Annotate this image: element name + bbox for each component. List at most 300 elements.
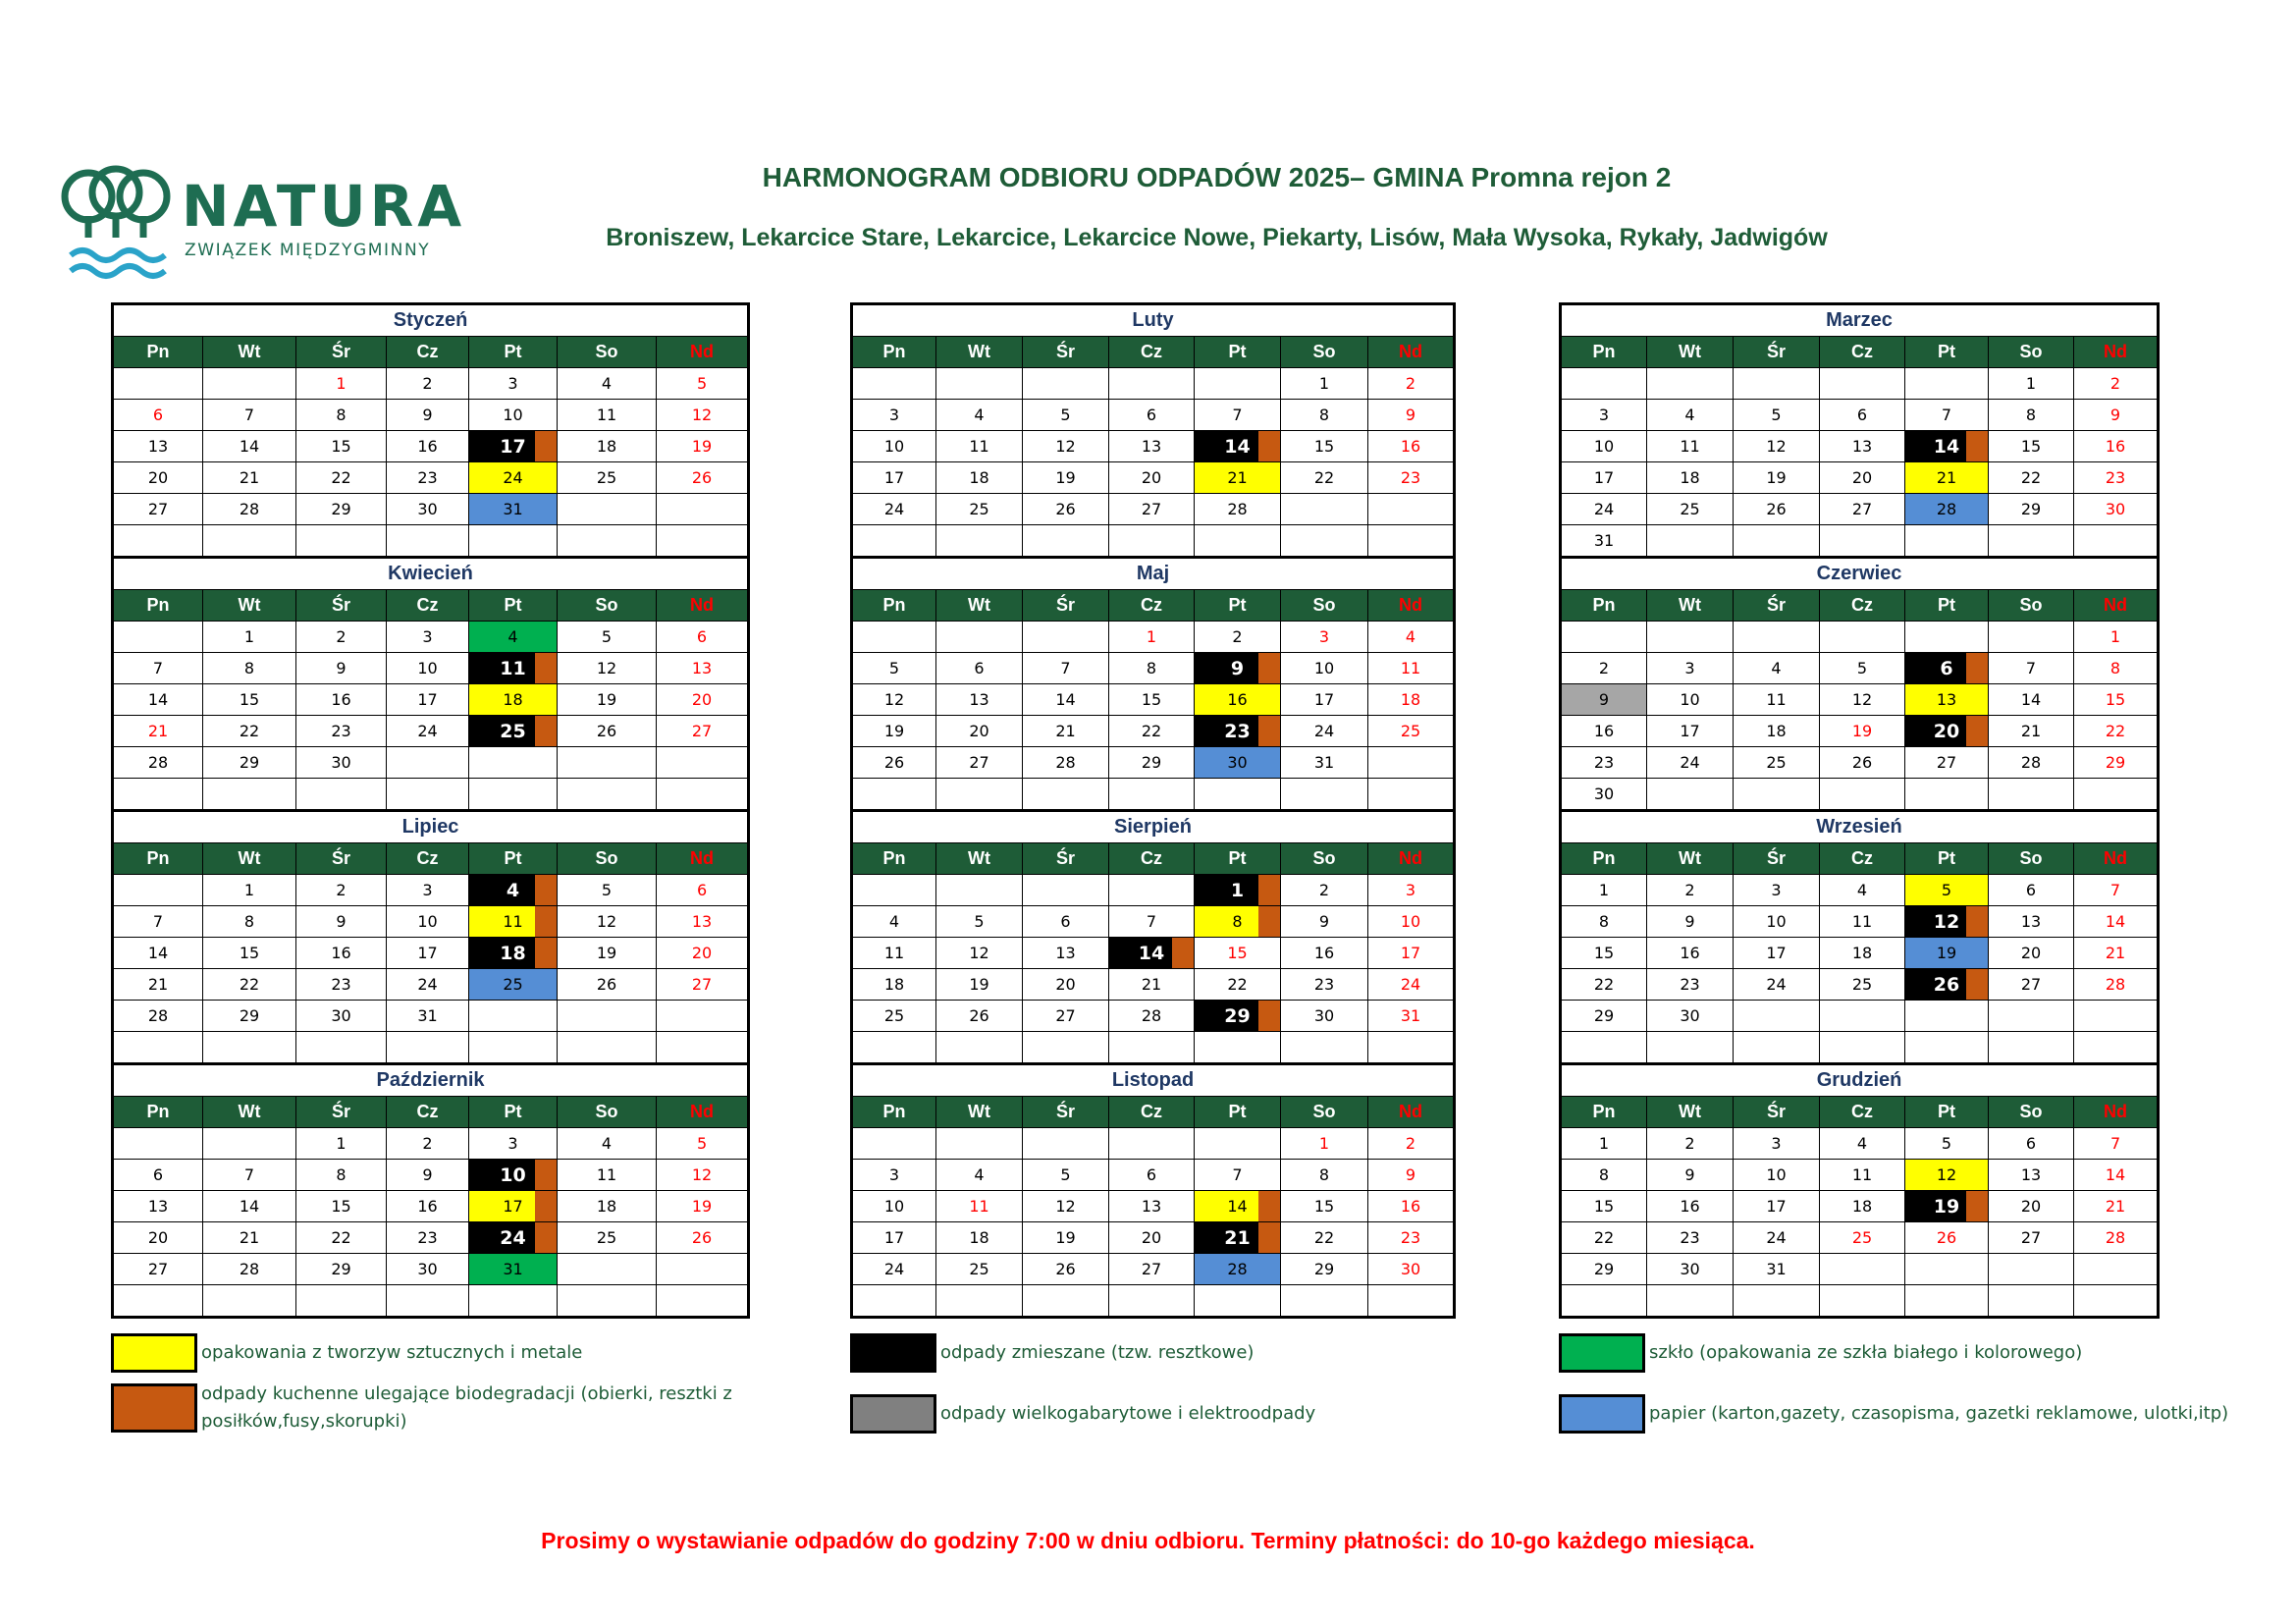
- day-cell: 8: [1989, 400, 2074, 431]
- day-cell: 14: [1023, 684, 1109, 716]
- empty-cell: [936, 1128, 1023, 1160]
- empty-cell: [113, 779, 203, 811]
- day-cell: 3: [852, 1160, 936, 1191]
- empty-cell: [387, 1032, 469, 1064]
- day-cell: 5: [657, 1128, 749, 1160]
- weekday-header: So: [1989, 843, 2074, 875]
- day-cell: 20: [657, 684, 749, 716]
- day-cell: 28: [1195, 1254, 1281, 1285]
- day-cell: 1: [203, 622, 296, 653]
- empty-cell: [657, 1032, 749, 1064]
- empty-cell: [1109, 779, 1195, 811]
- empty-cell: [203, 1032, 296, 1064]
- empty-cell: [469, 747, 558, 779]
- empty-cell: [1368, 494, 1455, 525]
- day-cell: 17: [1734, 938, 1820, 969]
- day-cell: 23: [296, 969, 387, 1001]
- day-cell: 19: [657, 1191, 749, 1222]
- day-cell: 31: [1561, 525, 1647, 558]
- day-cell: 10: [1281, 653, 1368, 684]
- day-cell: 30: [1195, 747, 1281, 779]
- day-cell: 9: [387, 1160, 469, 1191]
- day-cell: 29: [203, 747, 296, 779]
- empty-cell: [203, 1128, 296, 1160]
- day-cell: 18: [936, 1222, 1023, 1254]
- day-cell: 22: [203, 716, 296, 747]
- day-cell: 18: [1820, 1191, 1905, 1222]
- day-cell: 16: [1561, 716, 1647, 747]
- empty-cell: [203, 1285, 296, 1318]
- day-cell: 26: [852, 747, 936, 779]
- day-cell: 6: [113, 1160, 203, 1191]
- empty-cell: [1023, 368, 1109, 400]
- day-cell: 14: [203, 431, 296, 462]
- day-cell: 13: [657, 653, 749, 684]
- empty-cell: [113, 1128, 203, 1160]
- day-cell: 17: [852, 1222, 936, 1254]
- weekday-header: Pn: [1561, 843, 1647, 875]
- day-cell: 2: [387, 368, 469, 400]
- day-cell: 28: [113, 1001, 203, 1032]
- day-cell: 20: [1109, 1222, 1195, 1254]
- empty-cell: [387, 525, 469, 558]
- month-name: Marzec: [1561, 304, 2159, 337]
- weekday-header: Wt: [1647, 1097, 1734, 1128]
- day-cell: 30: [387, 494, 469, 525]
- weekday-header: Pn: [113, 590, 203, 622]
- empty-cell: [657, 747, 749, 779]
- empty-cell: [2074, 1001, 2159, 1032]
- day-cell: 20: [113, 1222, 203, 1254]
- weekday-header: Pn: [1561, 1097, 1647, 1128]
- day-cell: 24: [387, 969, 469, 1001]
- empty-cell: [852, 1032, 936, 1064]
- day-cell: 4: [558, 1128, 657, 1160]
- day-cell: 17: [469, 431, 558, 462]
- day-cell: 21: [1023, 716, 1109, 747]
- day-cell: 17: [1647, 716, 1734, 747]
- empty-cell: [1368, 525, 1455, 558]
- day-cell: 5: [936, 906, 1023, 938]
- empty-cell: [1281, 1285, 1368, 1318]
- day-cell: 12: [1734, 431, 1820, 462]
- day-cell: 28: [1989, 747, 2074, 779]
- day-cell: 14: [1109, 938, 1195, 969]
- day-cell: 20: [1989, 938, 2074, 969]
- legend-label: opakowania z tworzyw sztucznych i metale: [201, 1342, 583, 1363]
- day-cell: 12: [1023, 431, 1109, 462]
- day-cell: 11: [558, 1160, 657, 1191]
- month-calendar: [111, 556, 750, 812]
- empty-cell: [1734, 1285, 1820, 1318]
- day-cell: 9: [1647, 1160, 1734, 1191]
- empty-cell: [1905, 1001, 1989, 1032]
- day-cell: 1: [1281, 1128, 1368, 1160]
- weekday-header: So: [1989, 337, 2074, 368]
- day-cell: 14: [1905, 431, 1989, 462]
- day-cell: 2: [1368, 1128, 1455, 1160]
- day-cell: 1: [1109, 622, 1195, 653]
- day-cell: 9: [1195, 653, 1281, 684]
- empty-cell: [1905, 368, 1989, 400]
- empty-cell: [1989, 1032, 2074, 1064]
- day-cell: 25: [1820, 969, 1905, 1001]
- weekday-header: Nd: [657, 590, 749, 622]
- empty-cell: [469, 779, 558, 811]
- day-cell: 11: [936, 431, 1023, 462]
- empty-cell: [387, 1285, 469, 1318]
- day-cell: 23: [1368, 1222, 1455, 1254]
- day-cell: 13: [657, 906, 749, 938]
- weekday-header: Pn: [113, 843, 203, 875]
- month-name: Styczeń: [113, 304, 749, 337]
- day-cell: 24: [1734, 1222, 1820, 1254]
- day-cell: 23: [2074, 462, 2159, 494]
- empty-cell: [1109, 1032, 1195, 1064]
- month-calendar: [1559, 302, 2160, 559]
- day-cell: 18: [1734, 716, 1820, 747]
- day-cell: 26: [657, 462, 749, 494]
- day-cell: 22: [1561, 969, 1647, 1001]
- empty-cell: [203, 368, 296, 400]
- weekday-header: Pt: [1195, 337, 1281, 368]
- day-cell: 29: [1281, 1254, 1368, 1285]
- day-cell: 2: [2074, 368, 2159, 400]
- day-cell: 7: [2074, 1128, 2159, 1160]
- empty-cell: [558, 779, 657, 811]
- day-cell: 14: [203, 1191, 296, 1222]
- day-cell: 31: [1734, 1254, 1820, 1285]
- empty-cell: [1195, 779, 1281, 811]
- weekday-header: Pt: [1905, 337, 1989, 368]
- empty-cell: [113, 368, 203, 400]
- day-cell: 19: [1734, 462, 1820, 494]
- day-cell: 26: [1023, 494, 1109, 525]
- empty-cell: [113, 875, 203, 906]
- weekday-header: Pn: [852, 590, 936, 622]
- empty-cell: [657, 525, 749, 558]
- weekday-header: Cz: [387, 843, 469, 875]
- day-cell: 29: [296, 494, 387, 525]
- weekday-header: Pt: [469, 843, 558, 875]
- day-cell: 21: [1989, 716, 2074, 747]
- day-cell: 21: [1905, 462, 1989, 494]
- day-cell: 3: [1734, 1128, 1820, 1160]
- weekday-header: Pt: [1195, 590, 1281, 622]
- day-cell: 17: [1281, 684, 1368, 716]
- empty-cell: [1368, 1285, 1455, 1318]
- legend-swatch: [1559, 1394, 1645, 1434]
- empty-cell: [203, 779, 296, 811]
- day-cell: 19: [657, 431, 749, 462]
- day-cell: 20: [936, 716, 1023, 747]
- day-cell: 25: [1734, 747, 1820, 779]
- day-cell: 5: [1734, 400, 1820, 431]
- day-cell: 29: [1561, 1001, 1647, 1032]
- weekday-header: So: [1989, 590, 2074, 622]
- empty-cell: [657, 1001, 749, 1032]
- page-subtitle: Broniszew, Lekarcice Stare, Lekarcice, Lekarcice Nowe, Piekarty, Lisów, Mała Wysoka, Rykały, Jadwigów: [606, 224, 1828, 251]
- day-cell: 8: [296, 400, 387, 431]
- empty-cell: [1368, 779, 1455, 811]
- empty-cell: [657, 1254, 749, 1285]
- day-cell: 12: [936, 938, 1023, 969]
- month-calendar: [850, 302, 1456, 559]
- day-cell: 8: [1109, 653, 1195, 684]
- empty-cell: [1195, 1285, 1281, 1318]
- day-cell: 15: [1989, 431, 2074, 462]
- day-cell: 14: [1195, 1191, 1281, 1222]
- day-cell: 2: [1368, 368, 1455, 400]
- day-cell: 13: [1820, 431, 1905, 462]
- empty-cell: [852, 875, 936, 906]
- day-cell: 22: [203, 969, 296, 1001]
- day-cell: 24: [1281, 716, 1368, 747]
- empty-cell: [296, 525, 387, 558]
- day-cell: 14: [113, 684, 203, 716]
- empty-cell: [1905, 1285, 1989, 1318]
- day-cell: 13: [936, 684, 1023, 716]
- page-title: HARMONOGRAM ODBIORU ODPADÓW 2025– GMINA Promna rejon 2: [762, 162, 1672, 192]
- day-cell: 30: [1281, 1001, 1368, 1032]
- weekday-header: Śr: [1734, 337, 1820, 368]
- weekday-header: Wt: [203, 590, 296, 622]
- day-cell: 20: [1905, 716, 1989, 747]
- day-cell: 10: [1368, 906, 1455, 938]
- day-cell: 20: [113, 462, 203, 494]
- day-cell: 6: [1905, 653, 1989, 684]
- empty-cell: [936, 525, 1023, 558]
- day-cell: 13: [1989, 1160, 2074, 1191]
- weekday-header: Cz: [1109, 590, 1195, 622]
- empty-cell: [1820, 525, 1905, 558]
- empty-cell: [657, 1285, 749, 1318]
- empty-cell: [2074, 1032, 2159, 1064]
- day-cell: 5: [1905, 1128, 1989, 1160]
- day-cell: 17: [1561, 462, 1647, 494]
- day-cell: 12: [657, 400, 749, 431]
- day-cell: 25: [852, 1001, 936, 1032]
- day-cell: 25: [936, 494, 1023, 525]
- month-name: Grudzień: [1561, 1064, 2159, 1097]
- empty-cell: [1905, 1254, 1989, 1285]
- empty-cell: [936, 1285, 1023, 1318]
- day-cell: 27: [1109, 494, 1195, 525]
- day-cell: 5: [657, 368, 749, 400]
- legend-label: szkło (opakowania ze szkła białego i kolorowego): [1649, 1342, 2083, 1363]
- empty-cell: [657, 494, 749, 525]
- day-cell: 11: [936, 1191, 1023, 1222]
- empty-cell: [2074, 1285, 2159, 1318]
- day-cell: 4: [1734, 653, 1820, 684]
- day-cell: 10: [469, 400, 558, 431]
- day-cell: 2: [1647, 1128, 1734, 1160]
- day-cell: 11: [1734, 684, 1820, 716]
- day-cell: 21: [1109, 969, 1195, 1001]
- day-cell: 29: [1109, 747, 1195, 779]
- empty-cell: [1195, 1128, 1281, 1160]
- day-cell: 7: [1109, 906, 1195, 938]
- day-cell: 15: [1281, 1191, 1368, 1222]
- empty-cell: [1109, 525, 1195, 558]
- day-cell: 18: [558, 431, 657, 462]
- day-cell: 8: [296, 1160, 387, 1191]
- empty-cell: [113, 1032, 203, 1064]
- empty-cell: [1647, 1032, 1734, 1064]
- month-name: Czerwiec: [1561, 558, 2159, 590]
- day-cell: 29: [1989, 494, 2074, 525]
- empty-cell: [1109, 368, 1195, 400]
- day-cell: 10: [1647, 684, 1734, 716]
- month-calendar: [850, 556, 1456, 812]
- legend-swatch: [850, 1394, 936, 1434]
- day-cell: 20: [1023, 969, 1109, 1001]
- empty-cell: [1561, 622, 1647, 653]
- day-cell: 17: [1734, 1191, 1820, 1222]
- day-cell: 28: [1905, 494, 1989, 525]
- day-cell: 22: [1989, 462, 2074, 494]
- day-cell: 21: [2074, 938, 2159, 969]
- day-cell: 16: [296, 684, 387, 716]
- empty-cell: [1023, 622, 1109, 653]
- day-cell: 16: [1368, 1191, 1455, 1222]
- day-cell: 14: [1195, 431, 1281, 462]
- empty-cell: [936, 368, 1023, 400]
- day-cell: 29: [296, 1254, 387, 1285]
- weekday-header: Nd: [1368, 1097, 1455, 1128]
- day-cell: 4: [469, 622, 558, 653]
- day-cell: 28: [1195, 494, 1281, 525]
- weekday-header: Cz: [1820, 843, 1905, 875]
- empty-cell: [1561, 1032, 1647, 1064]
- weekday-header: So: [1281, 337, 1368, 368]
- day-cell: 17: [387, 938, 469, 969]
- weekday-header: Nd: [2074, 337, 2159, 368]
- day-cell: 23: [1368, 462, 1455, 494]
- legend-label: odpady zmieszane (tzw. resztkowe): [940, 1342, 1255, 1363]
- day-cell: 3: [1561, 400, 1647, 431]
- day-cell: 24: [852, 494, 936, 525]
- day-cell: 20: [657, 938, 749, 969]
- day-cell: 24: [1561, 494, 1647, 525]
- legend-label: odpady kuchenne ulegające biodegradacji (obierki, resztki z posiłków,fusy,skorupki): [201, 1383, 732, 1432]
- day-cell: 15: [1109, 684, 1195, 716]
- day-cell: 29: [2074, 747, 2159, 779]
- weekday-header: Cz: [1820, 1097, 1905, 1128]
- day-cell: 29: [1195, 1001, 1281, 1032]
- day-cell: 7: [113, 906, 203, 938]
- day-cell: 13: [1989, 906, 2074, 938]
- empty-cell: [296, 779, 387, 811]
- month-calendar: [1559, 809, 2160, 1065]
- day-cell: 28: [2074, 1222, 2159, 1254]
- day-cell: 28: [203, 1254, 296, 1285]
- empty-cell: [1023, 1032, 1109, 1064]
- day-cell: 23: [387, 462, 469, 494]
- legend-label: odpady wielkogabarytowe i elektroodpady: [940, 1403, 1316, 1424]
- day-cell: 5: [1820, 653, 1905, 684]
- month-calendar: [111, 302, 750, 559]
- day-cell: 25: [936, 1254, 1023, 1285]
- day-cell: 8: [203, 906, 296, 938]
- weekday-header: Śr: [296, 843, 387, 875]
- legend-swatch: [111, 1333, 197, 1373]
- day-cell: 11: [1647, 431, 1734, 462]
- month-calendar: [111, 1062, 750, 1319]
- empty-cell: [936, 875, 1023, 906]
- day-cell: 14: [2074, 906, 2159, 938]
- day-cell: 18: [1647, 462, 1734, 494]
- day-cell: 21: [203, 462, 296, 494]
- empty-cell: [1195, 525, 1281, 558]
- day-cell: 18: [558, 1191, 657, 1222]
- day-cell: 1: [296, 368, 387, 400]
- day-cell: 4: [558, 368, 657, 400]
- day-cell: 23: [1647, 969, 1734, 1001]
- day-cell: 27: [113, 494, 203, 525]
- day-cell: 7: [203, 400, 296, 431]
- day-cell: 6: [1109, 1160, 1195, 1191]
- weekday-header: Śr: [1734, 843, 1820, 875]
- day-cell: 20: [1820, 462, 1905, 494]
- day-cell: 27: [936, 747, 1023, 779]
- day-cell: 30: [2074, 494, 2159, 525]
- weekday-header: So: [1281, 843, 1368, 875]
- empty-cell: [852, 1128, 936, 1160]
- day-cell: 2: [296, 622, 387, 653]
- day-cell: 18: [469, 684, 558, 716]
- empty-cell: [1281, 494, 1368, 525]
- day-cell: 26: [558, 716, 657, 747]
- empty-cell: [1820, 779, 1905, 811]
- footer-note: Prosimy o wystawianie odpadów do godziny 7:00 w dniu odbioru. Terminy płatności: do 10-go każdego miesiąca.: [541, 1528, 1755, 1553]
- weekday-header: Nd: [657, 1097, 749, 1128]
- day-cell: 5: [558, 622, 657, 653]
- weekday-header: Cz: [1109, 337, 1195, 368]
- day-cell: 23: [1647, 1222, 1734, 1254]
- day-cell: 22: [296, 462, 387, 494]
- empty-cell: [1820, 1032, 1905, 1064]
- day-cell: 3: [469, 368, 558, 400]
- weekday-header: Pn: [852, 843, 936, 875]
- day-cell: 25: [1368, 716, 1455, 747]
- day-cell: 16: [1195, 684, 1281, 716]
- month-calendar: [1559, 1062, 2160, 1319]
- empty-cell: [1820, 622, 1905, 653]
- day-cell: 26: [1820, 747, 1905, 779]
- day-cell: 10: [387, 906, 469, 938]
- weekday-header: So: [558, 1097, 657, 1128]
- day-cell: 1: [1195, 875, 1281, 906]
- day-cell: 5: [558, 875, 657, 906]
- empty-cell: [852, 622, 936, 653]
- day-cell: 14: [2074, 1160, 2159, 1191]
- weekday-header: Pn: [113, 1097, 203, 1128]
- day-cell: 17: [469, 1191, 558, 1222]
- empty-cell: [1195, 1032, 1281, 1064]
- day-cell: 21: [1195, 462, 1281, 494]
- day-cell: 22: [1561, 1222, 1647, 1254]
- day-cell: 5: [1023, 1160, 1109, 1191]
- day-cell: 17: [1368, 938, 1455, 969]
- day-cell: 11: [1820, 1160, 1905, 1191]
- empty-cell: [1023, 525, 1109, 558]
- weekday-header: Nd: [2074, 590, 2159, 622]
- day-cell: 12: [558, 653, 657, 684]
- empty-cell: [1647, 525, 1734, 558]
- day-cell: 3: [387, 622, 469, 653]
- legend-item: [1559, 1333, 2082, 1373]
